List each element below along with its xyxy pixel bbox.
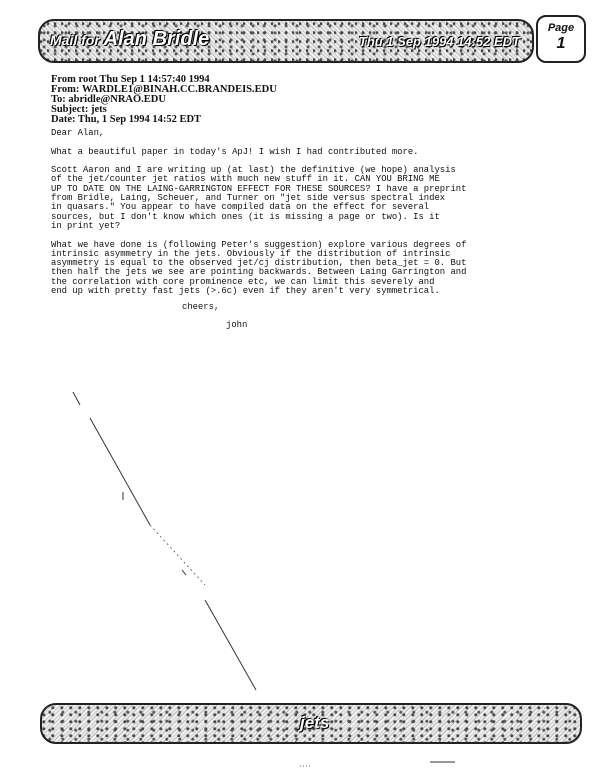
- mailbox-prefix: Mail for: [50, 32, 100, 48]
- scan-line-3: [150, 525, 205, 585]
- header-from: From: WARDLE1@BINAH.CC.BRANDEIS.EDU: [51, 84, 277, 95]
- scan-line-2: [90, 418, 150, 525]
- scan-mark-2: [182, 570, 186, 575]
- body-paragraph-3: What we have done is (following Peter's suggestion) explore various degrees of intrinsic asymmetry in the jets. Obviously if the distribution of intrinsic asymmetry is equal to the observed jet/cj distribution, then beta_jet = 0. But then half the jets we see are pointing backwards. Between Laing Garrington and the correlation with core prominence etc, we can limit this severely and end up with pretty fast jets (>.6c) even if they aren't very symmetrical.: [51, 239, 467, 297]
- footer-subject: jets: [300, 713, 330, 732]
- body-paragraph-1: What a beautiful paper in today's ApJ! I wish I had contributed more.: [51, 146, 419, 157]
- header-date: Date: Thu, 1 Sep 1994 14:52 EDT: [51, 114, 202, 125]
- header-from-line: From root Thu Sep 1 14:57:40 1994: [51, 74, 210, 85]
- header-subject: Subject: jets: [51, 104, 107, 115]
- header-timestamp: Thu 1 Sep 1994 14:52 EDT: [358, 34, 520, 49]
- closing: cheers,: [182, 302, 220, 312]
- page-label: Page: [547, 22, 575, 34]
- signature: john: [226, 320, 248, 330]
- page-number: 1: [556, 35, 566, 52]
- mailbox-owner: Alan Bridle: [103, 28, 210, 50]
- footer-banner: [40, 703, 582, 744]
- body-paragraph-2: Scott Aaron and I are writing up (at last) the definitive (we hope) analysis of the jet/counter jet ratios with much new stuff in it. CAN YOU BRING ME UP TO DATE ON THE LAING-GARRINGTON EFFECT FOR THESE SOURCES? I have a preprint from Bridle, Laing, Scheuer, and Turner on "jet side versus spectral index in quasars." You appear to have compiled data on the effect for several sources, but I don't know which ones (it is missing a page or two). Is it in print yet?: [51, 165, 467, 231]
- header-to: To: abridle@NRAO.EDU: [51, 94, 166, 105]
- scan-line-4: [205, 600, 256, 690]
- greeting: Dear Alan,: [51, 128, 105, 138]
- scan-line-1: [73, 392, 80, 405]
